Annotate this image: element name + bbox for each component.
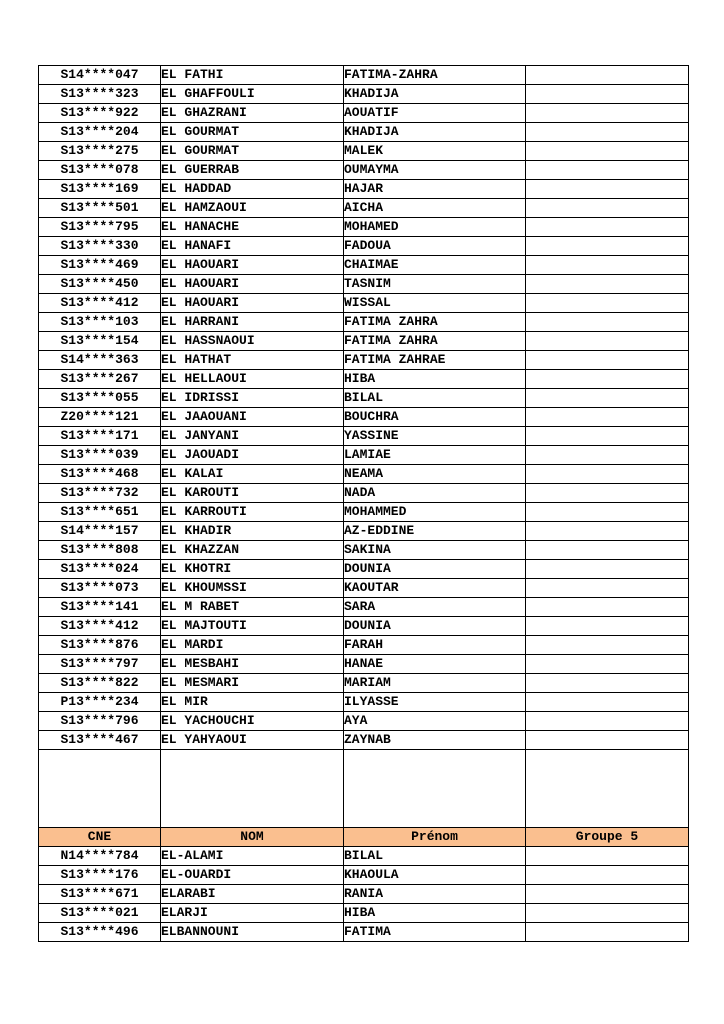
nom-cell: EL-OUARDI <box>161 866 344 885</box>
cne-cell: S13****024 <box>39 560 161 579</box>
table-row <box>39 885 689 904</box>
prenom-cell-empty <box>344 750 526 828</box>
groupe-cell <box>526 446 689 465</box>
groupe-cell <box>526 923 689 942</box>
table-row <box>39 693 689 712</box>
table-row <box>39 541 689 560</box>
prenom-cell: YASSINE <box>344 427 526 446</box>
groupe-cell <box>526 885 689 904</box>
prenom-cell: FATIMA-ZAHRA <box>344 66 526 85</box>
table-row <box>39 142 689 161</box>
cne-cell: N14****784 <box>39 847 161 866</box>
prenom-cell: BOUCHRA <box>344 408 526 427</box>
groupe-cell <box>526 522 689 541</box>
table-row <box>39 503 689 522</box>
nom-cell: EL KAROUTI <box>161 484 344 503</box>
groupe-cell <box>526 503 689 522</box>
groupe-cell <box>526 598 689 617</box>
nom-cell: EL YACHOUCHI <box>161 712 344 731</box>
prenom-cell: MOHAMED <box>344 218 526 237</box>
table-row <box>39 218 689 237</box>
prenom-cell: BILAL <box>344 389 526 408</box>
prenom-cell: KHADIJA <box>344 85 526 104</box>
groupe-cell <box>526 237 689 256</box>
nom-cell: EL KHADIR <box>161 522 344 541</box>
groupe-cell <box>526 904 689 923</box>
table-row <box>39 275 689 294</box>
prenom-cell: OUMAYMA <box>344 161 526 180</box>
prenom-cell: HANAE <box>344 655 526 674</box>
prenom-cell: TASNIM <box>344 275 526 294</box>
nom-cell: EL HAOUARI <box>161 275 344 294</box>
table-row <box>39 180 689 199</box>
groupe-cell <box>526 731 689 750</box>
cne-cell: S13****876 <box>39 636 161 655</box>
table-row <box>39 484 689 503</box>
cne-cell: P13****234 <box>39 693 161 712</box>
groupe-cell <box>526 218 689 237</box>
cne-cell: S13****808 <box>39 541 161 560</box>
table-row <box>39 674 689 693</box>
table-row <box>39 389 689 408</box>
cne-cell: S13****323 <box>39 85 161 104</box>
prenom-cell: KHADIJA <box>344 123 526 142</box>
roster-section-2 <box>39 847 689 942</box>
cne-cell: S13****204 <box>39 123 161 142</box>
nom-cell: EL HANACHE <box>161 218 344 237</box>
table-row <box>39 847 689 866</box>
table-row <box>39 332 689 351</box>
table-row <box>39 866 689 885</box>
cne-cell: S13****275 <box>39 142 161 161</box>
prenom-cell: RANIA <box>344 885 526 904</box>
table-row <box>39 923 689 942</box>
cne-cell: S13****467 <box>39 731 161 750</box>
groupe-cell <box>526 484 689 503</box>
groupe-cell <box>526 180 689 199</box>
nom-cell: EL YAHYAOUI <box>161 731 344 750</box>
header-row <box>39 828 689 847</box>
groupe-cell <box>526 693 689 712</box>
nom-cell: EL GHAFFOULI <box>161 85 344 104</box>
prenom-cell: FARAH <box>344 636 526 655</box>
cne-cell: S13****021 <box>39 904 161 923</box>
groupe-cell <box>526 560 689 579</box>
nom-cell: EL MESBAHI <box>161 655 344 674</box>
prenom-cell: ZAYNAB <box>344 731 526 750</box>
cne-cell: S13****796 <box>39 712 161 731</box>
nom-cell: EL KHOUMSSI <box>161 579 344 598</box>
cne-cell: S13****141 <box>39 598 161 617</box>
nom-cell: EL-ALAMI <box>161 847 344 866</box>
table-row <box>39 465 689 484</box>
table-row <box>39 579 689 598</box>
groupe-cell <box>526 256 689 275</box>
column-header-prenom: Prénom <box>344 828 526 847</box>
prenom-cell: FADOUA <box>344 237 526 256</box>
groupe-cell <box>526 655 689 674</box>
nom-cell: EL GUERRAB <box>161 161 344 180</box>
prenom-cell: NEAMA <box>344 465 526 484</box>
nom-cell: EL MESMARI <box>161 674 344 693</box>
table-row <box>39 598 689 617</box>
groupe-cell <box>526 351 689 370</box>
prenom-cell: NADA <box>344 484 526 503</box>
cne-cell: S13****496 <box>39 923 161 942</box>
prenom-cell: FATIMA ZAHRA <box>344 313 526 332</box>
table-row <box>39 522 689 541</box>
nom-cell: EL JANYANI <box>161 427 344 446</box>
prenom-cell: KAOUTAR <box>344 579 526 598</box>
nom-cell: EL KALAI <box>161 465 344 484</box>
cne-cell: S13****732 <box>39 484 161 503</box>
groupe-cell <box>526 541 689 560</box>
table-row <box>39 655 689 674</box>
nom-cell: EL KARROUTI <box>161 503 344 522</box>
groupe-cell <box>526 104 689 123</box>
groupe-cell <box>526 142 689 161</box>
prenom-cell: MOHAMMED <box>344 503 526 522</box>
cne-cell: S14****363 <box>39 351 161 370</box>
cne-cell: S13****450 <box>39 275 161 294</box>
prenom-cell: FATIMA <box>344 923 526 942</box>
roster-header <box>39 828 689 847</box>
nom-cell-empty <box>161 750 344 828</box>
cne-cell: S13****154 <box>39 332 161 351</box>
groupe-cell <box>526 674 689 693</box>
prenom-cell: FATIMA ZAHRAE <box>344 351 526 370</box>
groupe-cell <box>526 712 689 731</box>
nom-cell: EL HELLAOUI <box>161 370 344 389</box>
cne-cell: S13****671 <box>39 885 161 904</box>
prenom-cell: HAJAR <box>344 180 526 199</box>
groupe-cell <box>526 199 689 218</box>
groupe-cell-empty <box>526 750 689 828</box>
groupe-cell <box>526 370 689 389</box>
table-row <box>39 351 689 370</box>
table-row <box>39 123 689 142</box>
nom-cell: EL MIR <box>161 693 344 712</box>
groupe-cell <box>526 427 689 446</box>
table-row <box>39 256 689 275</box>
prenom-cell: SAKINA <box>344 541 526 560</box>
cne-cell: S13****267 <box>39 370 161 389</box>
prenom-cell: WISSAL <box>344 294 526 313</box>
table-row <box>39 904 689 923</box>
cne-cell: S13****822 <box>39 674 161 693</box>
nom-cell: EL HANAFI <box>161 237 344 256</box>
cne-cell: S13****103 <box>39 313 161 332</box>
table-row <box>39 617 689 636</box>
cne-cell: S13****651 <box>39 503 161 522</box>
cne-cell: S13****469 <box>39 256 161 275</box>
table-row <box>39 427 689 446</box>
cne-cell: S13****078 <box>39 161 161 180</box>
nom-cell: EL FATHI <box>161 66 344 85</box>
table-row <box>39 370 689 389</box>
prenom-cell: AICHA <box>344 199 526 218</box>
table-row <box>39 66 689 85</box>
cne-cell: Z20****121 <box>39 408 161 427</box>
prenom-cell: ILYASSE <box>344 693 526 712</box>
prenom-cell: DOUNIA <box>344 560 526 579</box>
cne-cell: S13****468 <box>39 465 161 484</box>
nom-cell: EL KHAZZAN <box>161 541 344 560</box>
roster-section-1 <box>39 66 689 750</box>
nom-cell: EL GHAZRANI <box>161 104 344 123</box>
table-row <box>39 85 689 104</box>
table-row <box>39 313 689 332</box>
nom-cell: EL HADDAD <box>161 180 344 199</box>
nom-cell: EL JAAOUANI <box>161 408 344 427</box>
prenom-cell: CHAIMAE <box>344 256 526 275</box>
nom-cell: EL GOURMAT <box>161 142 344 161</box>
prenom-cell: AZ-EDDINE <box>344 522 526 541</box>
nom-cell: ELARABI <box>161 885 344 904</box>
groupe-cell <box>526 85 689 104</box>
groupe-cell <box>526 294 689 313</box>
nom-cell: EL M RABET <box>161 598 344 617</box>
nom-cell: EL HAOUARI <box>161 294 344 313</box>
table-row <box>39 636 689 655</box>
groupe-cell <box>526 617 689 636</box>
groupe-cell <box>526 389 689 408</box>
prenom-cell: AOUATIF <box>344 104 526 123</box>
prenom-cell: DOUNIA <box>344 617 526 636</box>
cne-cell: S13****171 <box>39 427 161 446</box>
groupe-cell <box>526 123 689 142</box>
cne-cell: S13****795 <box>39 218 161 237</box>
prenom-cell: MARIAM <box>344 674 526 693</box>
cne-cell: S14****047 <box>39 66 161 85</box>
nom-cell: EL GOURMAT <box>161 123 344 142</box>
column-header-cne: CNE <box>39 828 161 847</box>
nom-cell: EL MARDI <box>161 636 344 655</box>
nom-cell: ELARJI <box>161 904 344 923</box>
prenom-cell: HIBA <box>344 370 526 389</box>
table-row <box>39 731 689 750</box>
nom-cell: EL HATHAT <box>161 351 344 370</box>
nom-cell: EL IDRISSI <box>161 389 344 408</box>
groupe-cell <box>526 465 689 484</box>
groupe-cell <box>526 313 689 332</box>
nom-cell: EL HASSNAOUI <box>161 332 344 351</box>
prenom-cell: LAMIAE <box>344 446 526 465</box>
cne-cell: S13****073 <box>39 579 161 598</box>
table-row <box>39 199 689 218</box>
groupe-cell <box>526 636 689 655</box>
table-row <box>39 237 689 256</box>
table-row <box>39 294 689 313</box>
prenom-cell: MALEK <box>344 142 526 161</box>
column-header-nom: NOM <box>161 828 344 847</box>
table-row <box>39 712 689 731</box>
prenom-cell: BILAL <box>344 847 526 866</box>
prenom-cell: KHAOULA <box>344 866 526 885</box>
cne-cell: S13****922 <box>39 104 161 123</box>
cne-cell: S13****039 <box>39 446 161 465</box>
column-header-groupe: Groupe 5 <box>526 828 689 847</box>
groupe-cell <box>526 275 689 294</box>
cne-cell: S13****501 <box>39 199 161 218</box>
student-roster-table <box>38 65 689 942</box>
groupe-cell <box>526 408 689 427</box>
nom-cell: EL JAOUADI <box>161 446 344 465</box>
groupe-cell <box>526 579 689 598</box>
table-row <box>39 408 689 427</box>
cne-cell: S13****330 <box>39 237 161 256</box>
cne-cell: S13****412 <box>39 294 161 313</box>
cne-cell: S13****797 <box>39 655 161 674</box>
cne-cell-empty <box>39 750 161 828</box>
prenom-cell: HIBA <box>344 904 526 923</box>
cne-cell: S13****176 <box>39 866 161 885</box>
prenom-cell: AYA <box>344 712 526 731</box>
table-row <box>39 446 689 465</box>
groupe-cell <box>526 332 689 351</box>
prenom-cell: FATIMA ZAHRA <box>344 332 526 351</box>
nom-cell: EL KHOTRI <box>161 560 344 579</box>
empty-row <box>39 750 689 828</box>
prenom-cell: SARA <box>344 598 526 617</box>
nom-cell: EL HARRANI <box>161 313 344 332</box>
cne-cell: S13****055 <box>39 389 161 408</box>
nom-cell: EL MAJTOUTI <box>161 617 344 636</box>
table-row <box>39 560 689 579</box>
groupe-cell <box>526 66 689 85</box>
nom-cell: EL HAMZAOUI <box>161 199 344 218</box>
cne-cell: S13****412 <box>39 617 161 636</box>
roster-empty-spacer <box>39 750 689 828</box>
groupe-cell <box>526 161 689 180</box>
nom-cell: EL HAOUARI <box>161 256 344 275</box>
table-row <box>39 161 689 180</box>
groupe-cell <box>526 847 689 866</box>
cne-cell: S13****169 <box>39 180 161 199</box>
cne-cell: S14****157 <box>39 522 161 541</box>
table-row <box>39 104 689 123</box>
nom-cell: ELBANNOUNI <box>161 923 344 942</box>
groupe-cell <box>526 866 689 885</box>
